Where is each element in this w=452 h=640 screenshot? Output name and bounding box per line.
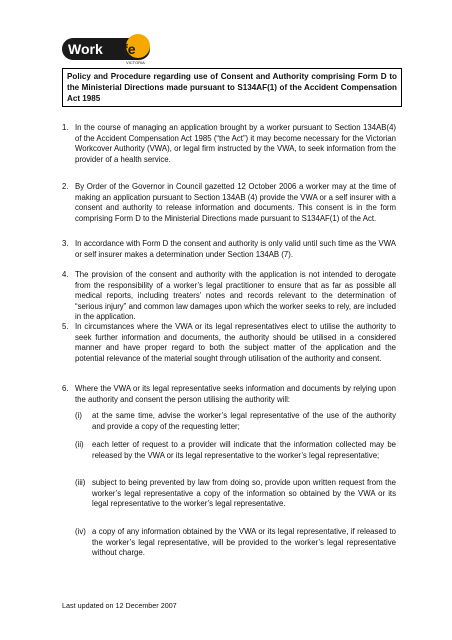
paragraph-number: 1. <box>62 123 69 132</box>
subitem-iv <box>62 527 396 559</box>
paragraph-number: 5. <box>62 322 69 331</box>
paragraph-number: 4. <box>62 270 69 279</box>
subitem-label: (iii) <box>75 478 86 487</box>
subitem-text: subject to being prevented by law from doing so, provide upon written request from the worker’s legal representative a copy of the information so obtained by the VWA or its legal representative to the worker’s legal representative. <box>92 478 396 509</box>
subitem-text: a copy of any information obtained by the VWA or its legal representative, if released to the worker’s legal representative, will be provided to the worker’s legal representative without charge. <box>92 527 396 558</box>
subitem-text: each letter of request to a provider will indicate that the information collected may be released by the VWA or its legal representative to the worker’s legal representative; <box>92 440 396 460</box>
svg-text:Work: Work <box>68 41 103 57</box>
paragraph-text: In accordance with Form D the consent and authority is only valid until such time as the VWA or self insurer makes a determination under Section 134AB (7). <box>75 239 396 259</box>
svg-text:Safe: Safe <box>106 41 136 57</box>
paragraph-text: Where the VWA or its legal representative seeks information and documents by relying upon the authority and consent the person utilising the authority will: <box>75 384 396 404</box>
last-updated-footer: Last updated on 12 December 2007 <box>62 601 177 610</box>
paragraph-2 <box>62 182 396 224</box>
subitem-label: (ii) <box>75 440 84 449</box>
svg-text:VICTORIA: VICTORIA <box>126 60 145 65</box>
subitem-label: (i) <box>75 411 82 420</box>
paragraph-text: In the course of managing an application brought by a worker pursuant to Section 134AB(4) of the Accident Compensation Act 1985 (“the Act”) it may become necessary for the Victorian Workcover Authority (VWA), or legal firm instructed by the VWA, to seek information from the provider of a health service. <box>75 123 396 164</box>
paragraph-number: 3. <box>62 239 69 248</box>
paragraph-6 <box>62 384 396 405</box>
paragraph-number: 6. <box>62 384 69 393</box>
worksafe-logo <box>62 32 152 66</box>
paragraph-text: The provision of the consent and authority with the application is not intended to derogate from the responsibility of a worker’s legal practitioner to ensure that as far as possible all medical reports, including treaters’ notes and records relevant to the determination of “serious injury” and common law damages upon which the worker seeks to rely, are included in the application. <box>75 270 396 322</box>
subitem-ii <box>62 440 396 461</box>
paragraph-text: By Order of the Governor in Council gazetted 12 October 2006 a worker may at the time of making an application pursuant to Section 134AB (4) provide the VWA or a self insurer with a consent and authority to release information and documents. This consent is in the form comprising Form D to the Ministerial Directions made pursuant to S134AF(1) of the Act. <box>75 182 396 223</box>
subitem-text: at the same time, advise the worker’s legal representative of the use of the authority and provide a copy of the requesting letter; <box>92 411 396 431</box>
subitem-iii <box>62 478 396 510</box>
paragraph-3 <box>62 239 396 260</box>
policy-title: Policy and Procedure regarding use of Consent and Authority comprising Form D to the Ministerial Directions made pursuant to S134AF(1) of the Accident Compensation Act 1985 <box>62 68 402 107</box>
subitem-i <box>62 411 396 432</box>
paragraph-text: In circumstances where the VWA or its legal representatives elect to utilise the authority to seek further information and documents, the authority should be utilised in a considered manner and have proper regard to both the subject matter of the application and the potential relevance of the material sought through utilisation of the authority and consent. <box>75 322 396 363</box>
paragraph-5 <box>62 322 396 364</box>
subitem-label: (iv) <box>75 527 86 536</box>
paragraph-1 <box>62 123 396 165</box>
paragraph-number: 2. <box>62 182 69 191</box>
worksafe-logo-graphic <box>62 32 152 66</box>
paragraph-4 <box>62 270 396 323</box>
